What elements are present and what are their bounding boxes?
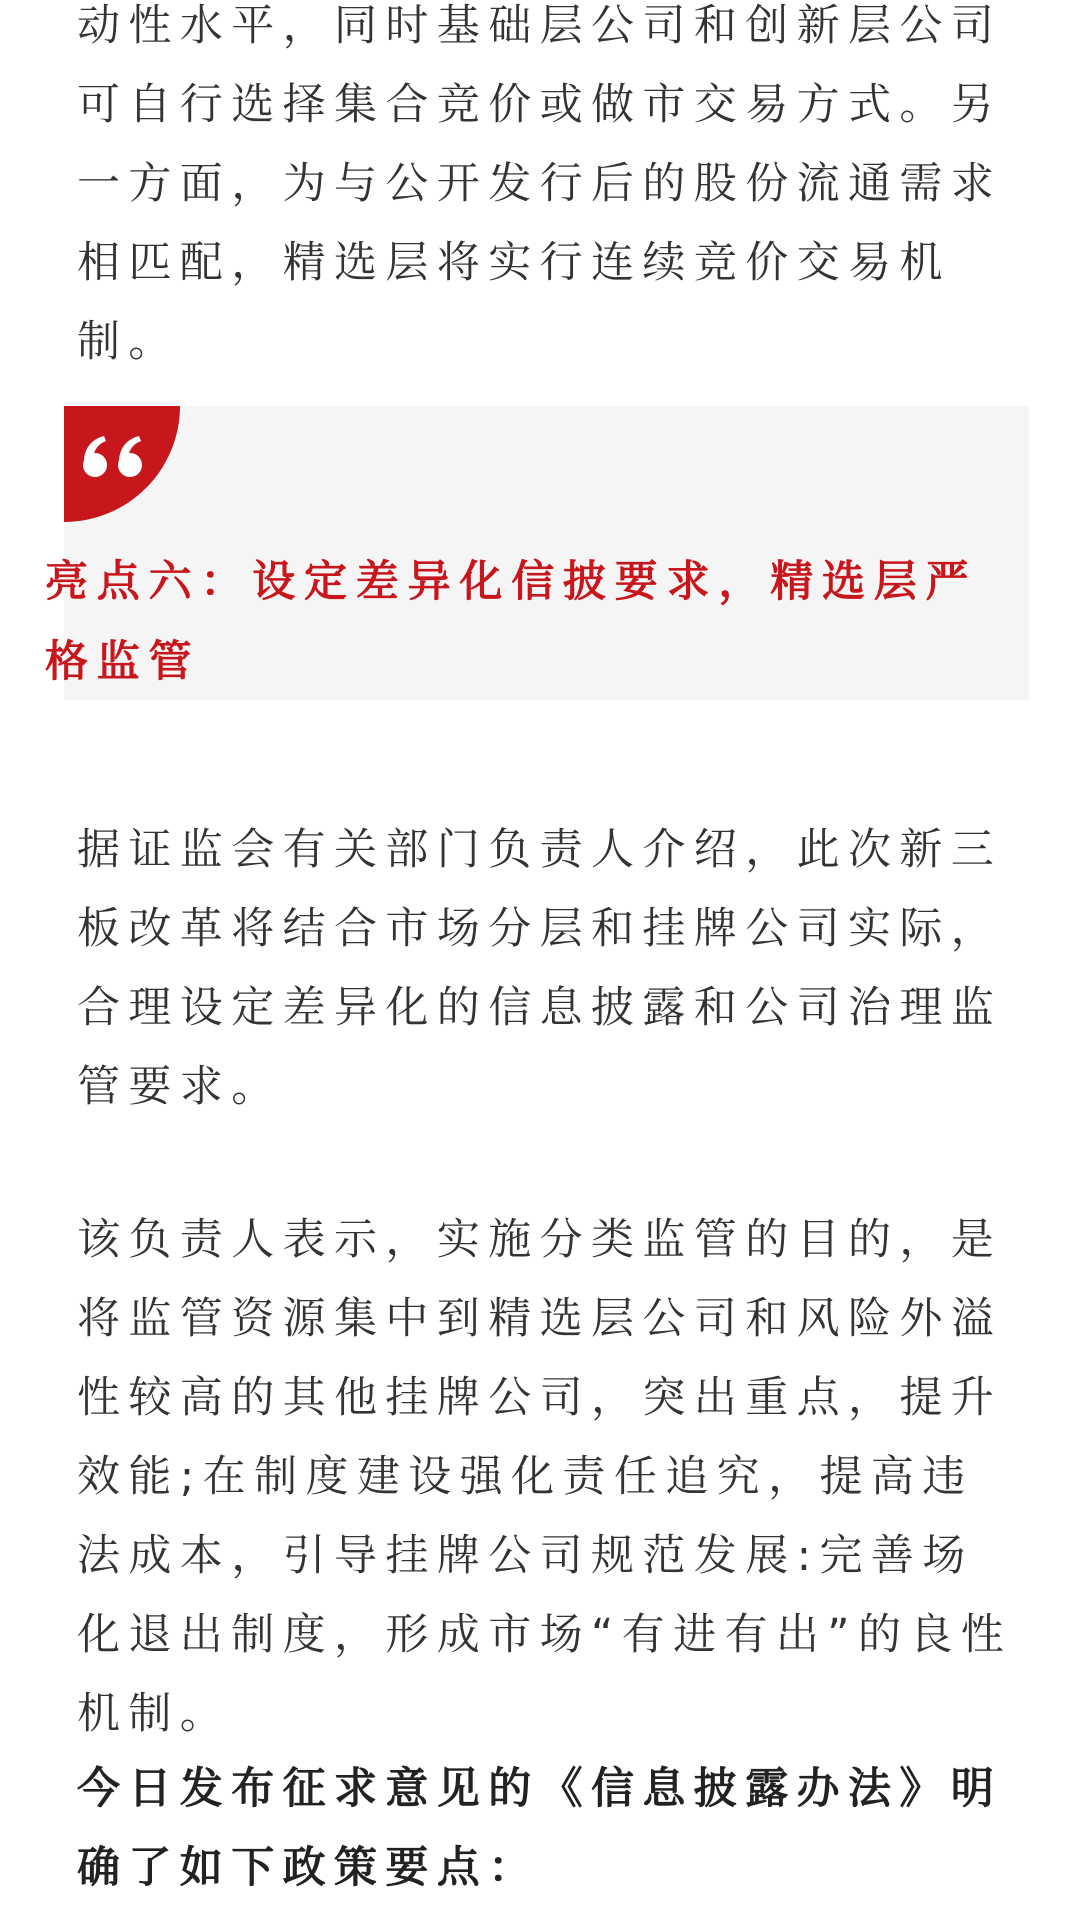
highlight-title: 亮点六：设定差异化信披要求，精选层严格监管 (45, 557, 978, 687)
paragraph-classified-supervision: 该负责人表示，实施分类监管的目的，是将监管资源集中到精选层公司和风险外溢性较高的其他挂牌公司，突出重点，提升效能;在制度建设强化责任追究，提高违法成本，引导挂牌公司规范发展:完善场化退出制度，形成市场“有进有出”的良性机制。 (77, 1215, 1013, 1739)
paragraph-csrc-introduction: 据证监会有关部门负责人介绍，此次新三板改革将结合市场分层和挂牌公司实际，合理设定差异化的信息披露和公司治理监管要求。 (77, 825, 1003, 1112)
quote-mark-icon (64, 406, 180, 522)
paragraph-policy-points-heading: 今日发布征求意见的《信息披露办法》明确了如下政策要点： (77, 1764, 1003, 1893)
paragraph-trading-mechanism: 动性水平，同时基础层公司和创新层公司可自行选择集合竞价或做市交易方式。另一方面，为与公开发行后的股份流通需求相匹配，精选层将实行连续竞价交易机制。 (77, 1, 1003, 367)
